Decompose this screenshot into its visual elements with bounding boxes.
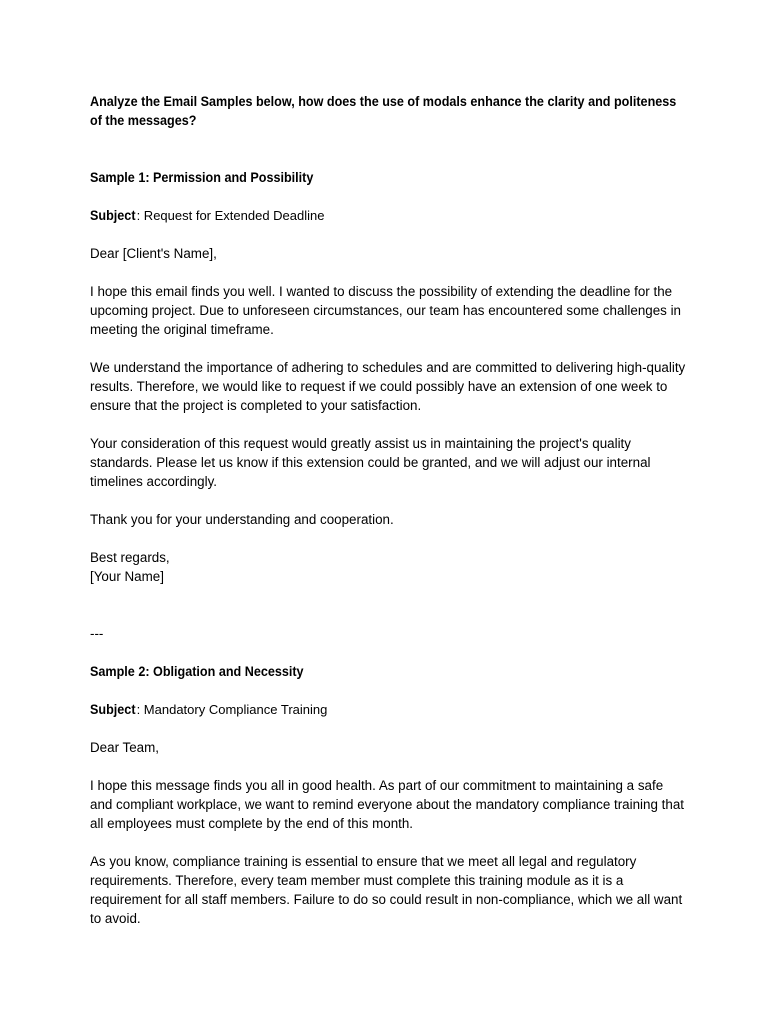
- sample2-subject-label: Subject: [90, 701, 136, 717]
- sample2-greeting: Dear Team,: [90, 740, 159, 755]
- sample1-paragraph-4: Thank you for your understanding and cooperation.: [90, 512, 394, 527]
- document-content: [90, 92, 686, 928]
- sample1-heading: Sample 1: Permission and Possibility: [90, 169, 314, 185]
- sample1-greeting: Dear [Client's Name],: [90, 246, 217, 261]
- sample2-paragraph-1: I hope this message finds you all in good health. As part of our commitment to maintaining a safe and compliant workplace, we want to remind everyone about the mandatory compliance training that all employees must complete by the end of this month.: [90, 778, 684, 831]
- question-heading: Analyze the Email Samples below, how does the use of modals enhance the clarity and politeness of the messages?: [90, 93, 677, 128]
- sample1-subject-label: Subject: [90, 207, 136, 223]
- sample1-subject-text: : Request for Extended Deadline: [136, 208, 325, 223]
- sample2-heading: Sample 2: Obligation and Necessity: [90, 663, 304, 679]
- sample1-closing: Best regards,: [90, 550, 170, 565]
- sample1-paragraph-3: Your consideration of this request would greatly assist us in maintaining the project's quality standards. Please let us know if this extension could be granted, and we will adjust our internal timelines accordingly.: [90, 436, 651, 489]
- sample2-subject-text: : Mandatory Compliance Training: [136, 702, 328, 717]
- sample1-signature: [Your Name]: [90, 569, 164, 584]
- sample1-subject-line: [90, 206, 686, 225]
- sample2-paragraph-2: As you know, compliance training is essential to ensure that we meet all legal and regulatory requirements. Therefore, every team member must complete this training module as it is a requirement for all staff members. Failure to do so could result in non-compliance, which we all want to avoid.: [90, 854, 683, 926]
- sample1-paragraph-2: We understand the importance of adhering to schedules and are committed to delivering high-quality results. Therefore, we would like to request if we could possibly have an extension of one week to ensure that the project is completed to your satisfaction.: [90, 360, 686, 413]
- sample1-paragraph-1: I hope this email finds you well. I wanted to discuss the possibility of extending the deadline for the upcoming project. Due to unforeseen circumstances, our team has encountered some challenges in meeting the original timeframe.: [90, 284, 682, 337]
- separator: ---: [90, 626, 104, 641]
- sample2-subject-line: [90, 700, 686, 719]
